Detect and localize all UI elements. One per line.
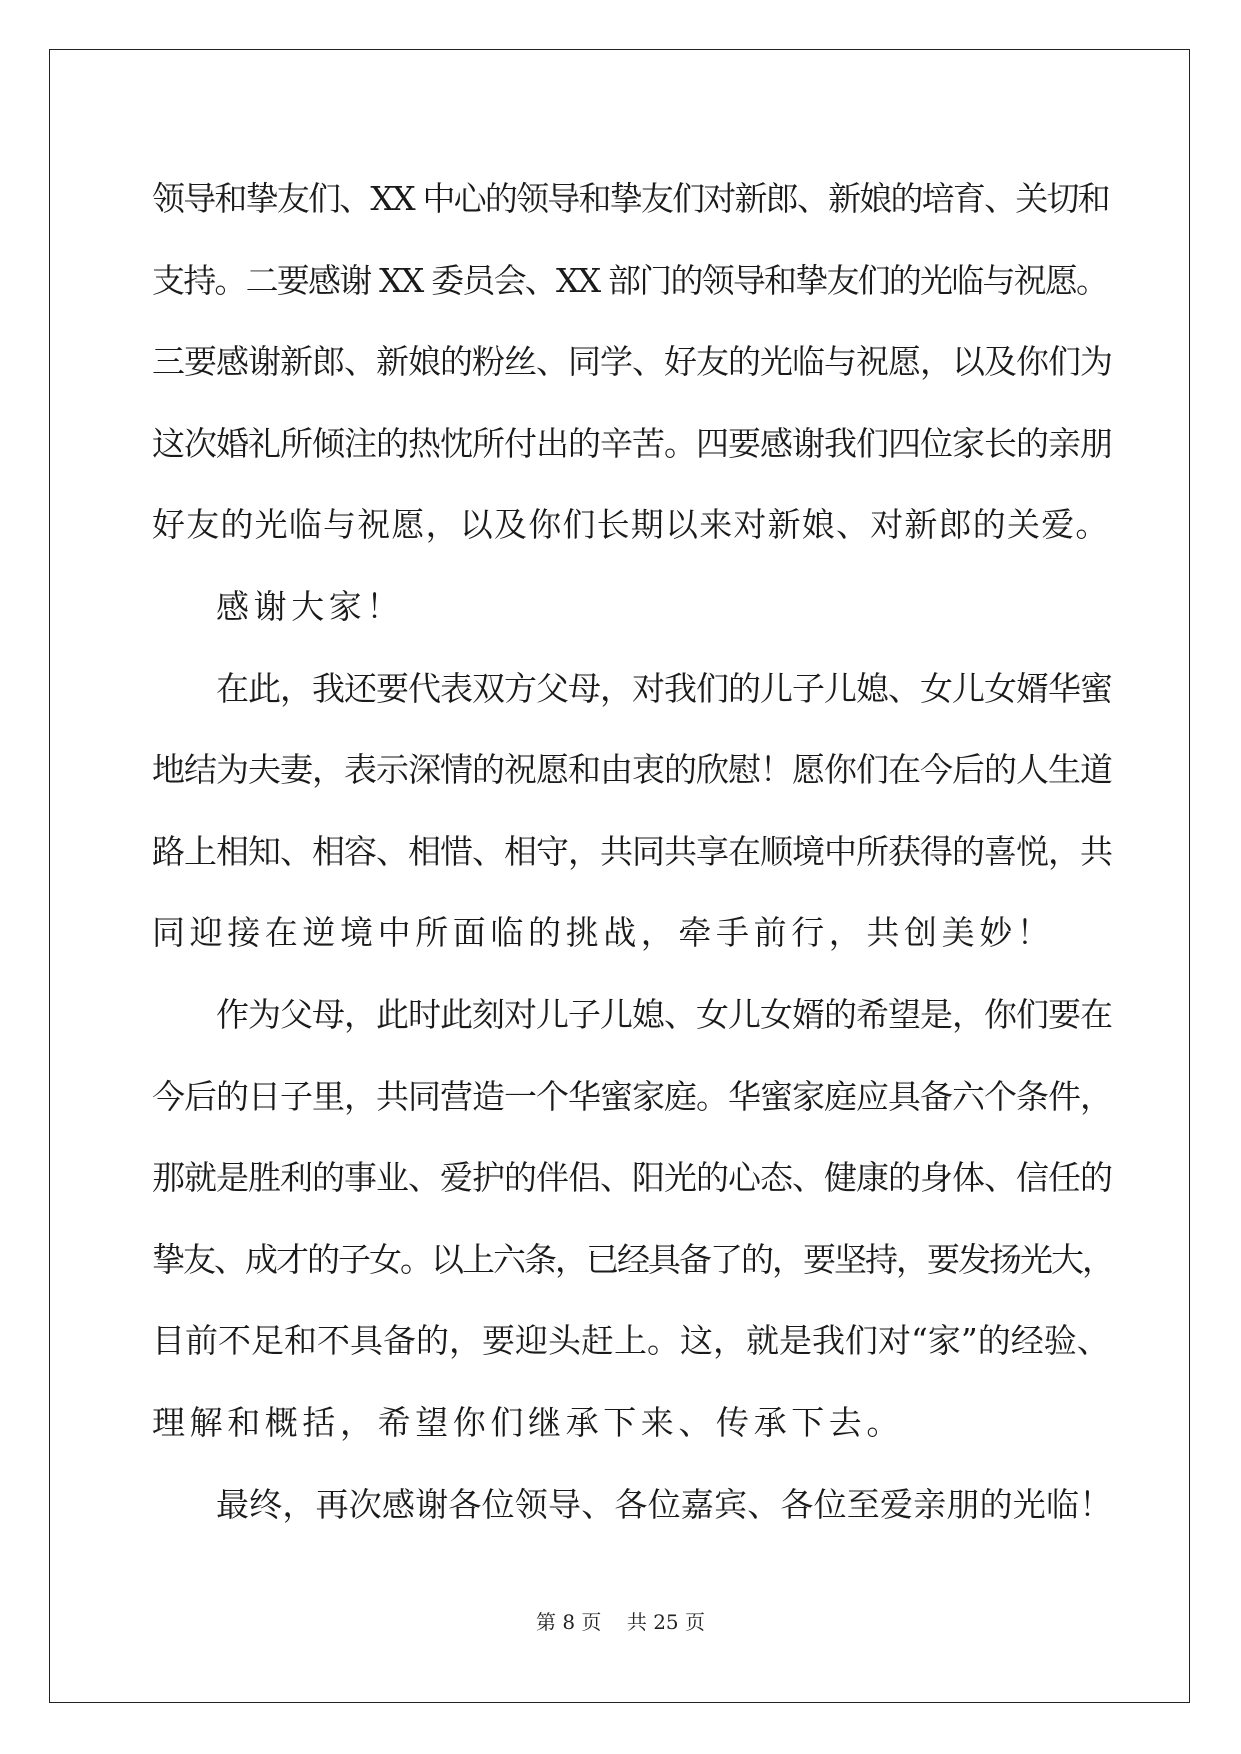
text-line: 今后的日子里，共同营造一个华蜜家庭。华蜜家庭应具备六个条件，: [152, 1076, 1112, 1116]
text-line: 作为父母，此时此刻对儿子儿媳、女儿女婿的希望是，你们要在: [216, 994, 1112, 1034]
text-line: 好友的光临与祝愿，以及你们长期以来对新娘、对新郎的关爱。: [152, 505, 1110, 545]
text-line: 支持。二要感谢 XX 委员会、XX 部门的领导和挚友们的光临与祝愿。: [152, 260, 1108, 300]
text-line: 三要感谢新郎、新娘的粉丝、同学、好友的光临与祝愿，以及你们为: [152, 342, 1112, 382]
text-line: 理解和概括，希望你们继承下来、传承下去。: [152, 1402, 904, 1442]
text-line: 目前不足和不具备的，要迎头赶上。这，就是我们对“家”的经验、: [152, 1321, 1110, 1361]
text-line: 地结为夫妻，表示深情的祝愿和由衷的欣慰！愿你们在今后的人生道: [152, 750, 1112, 790]
text-line: 这次婚礼所倾注的热忱所付出的辛苦。四要感谢我们四位家长的亲朋: [152, 423, 1112, 463]
text-line: 领导和挚友们、XX 中心的领导和挚友们对新郎、新娘的培育、关切和: [152, 179, 1109, 218]
text-line: 在此，我还要代表双方父母，对我们的儿子儿媳、女儿女婿华蜜: [216, 668, 1112, 708]
text-line: 感谢大家！: [216, 586, 404, 626]
page-number: 第 8 页 共 25 页: [535, 1610, 706, 1634]
text-line: 最终，再次感谢各位领导、各位嘉宾、各位至爱亲朋的光临！: [216, 1484, 1113, 1524]
document-body: [152, 158, 1112, 1545]
text-line: 挚友、成才的子女。以上六条，已经具备了的，要坚持，要发扬光大，: [152, 1239, 1113, 1279]
text-line: 路上相知、相容、相惜、相守，共同共享在顺境中所获得的喜悦，共: [152, 831, 1112, 871]
text-line: 那就是胜利的事业、爱护的伴侣、阳光的心态、健康的身体、信任的: [152, 1158, 1112, 1198]
text-line: 同迎接在逆境中所面临的挑战，牵手前行，共创美妙！: [152, 913, 1055, 953]
